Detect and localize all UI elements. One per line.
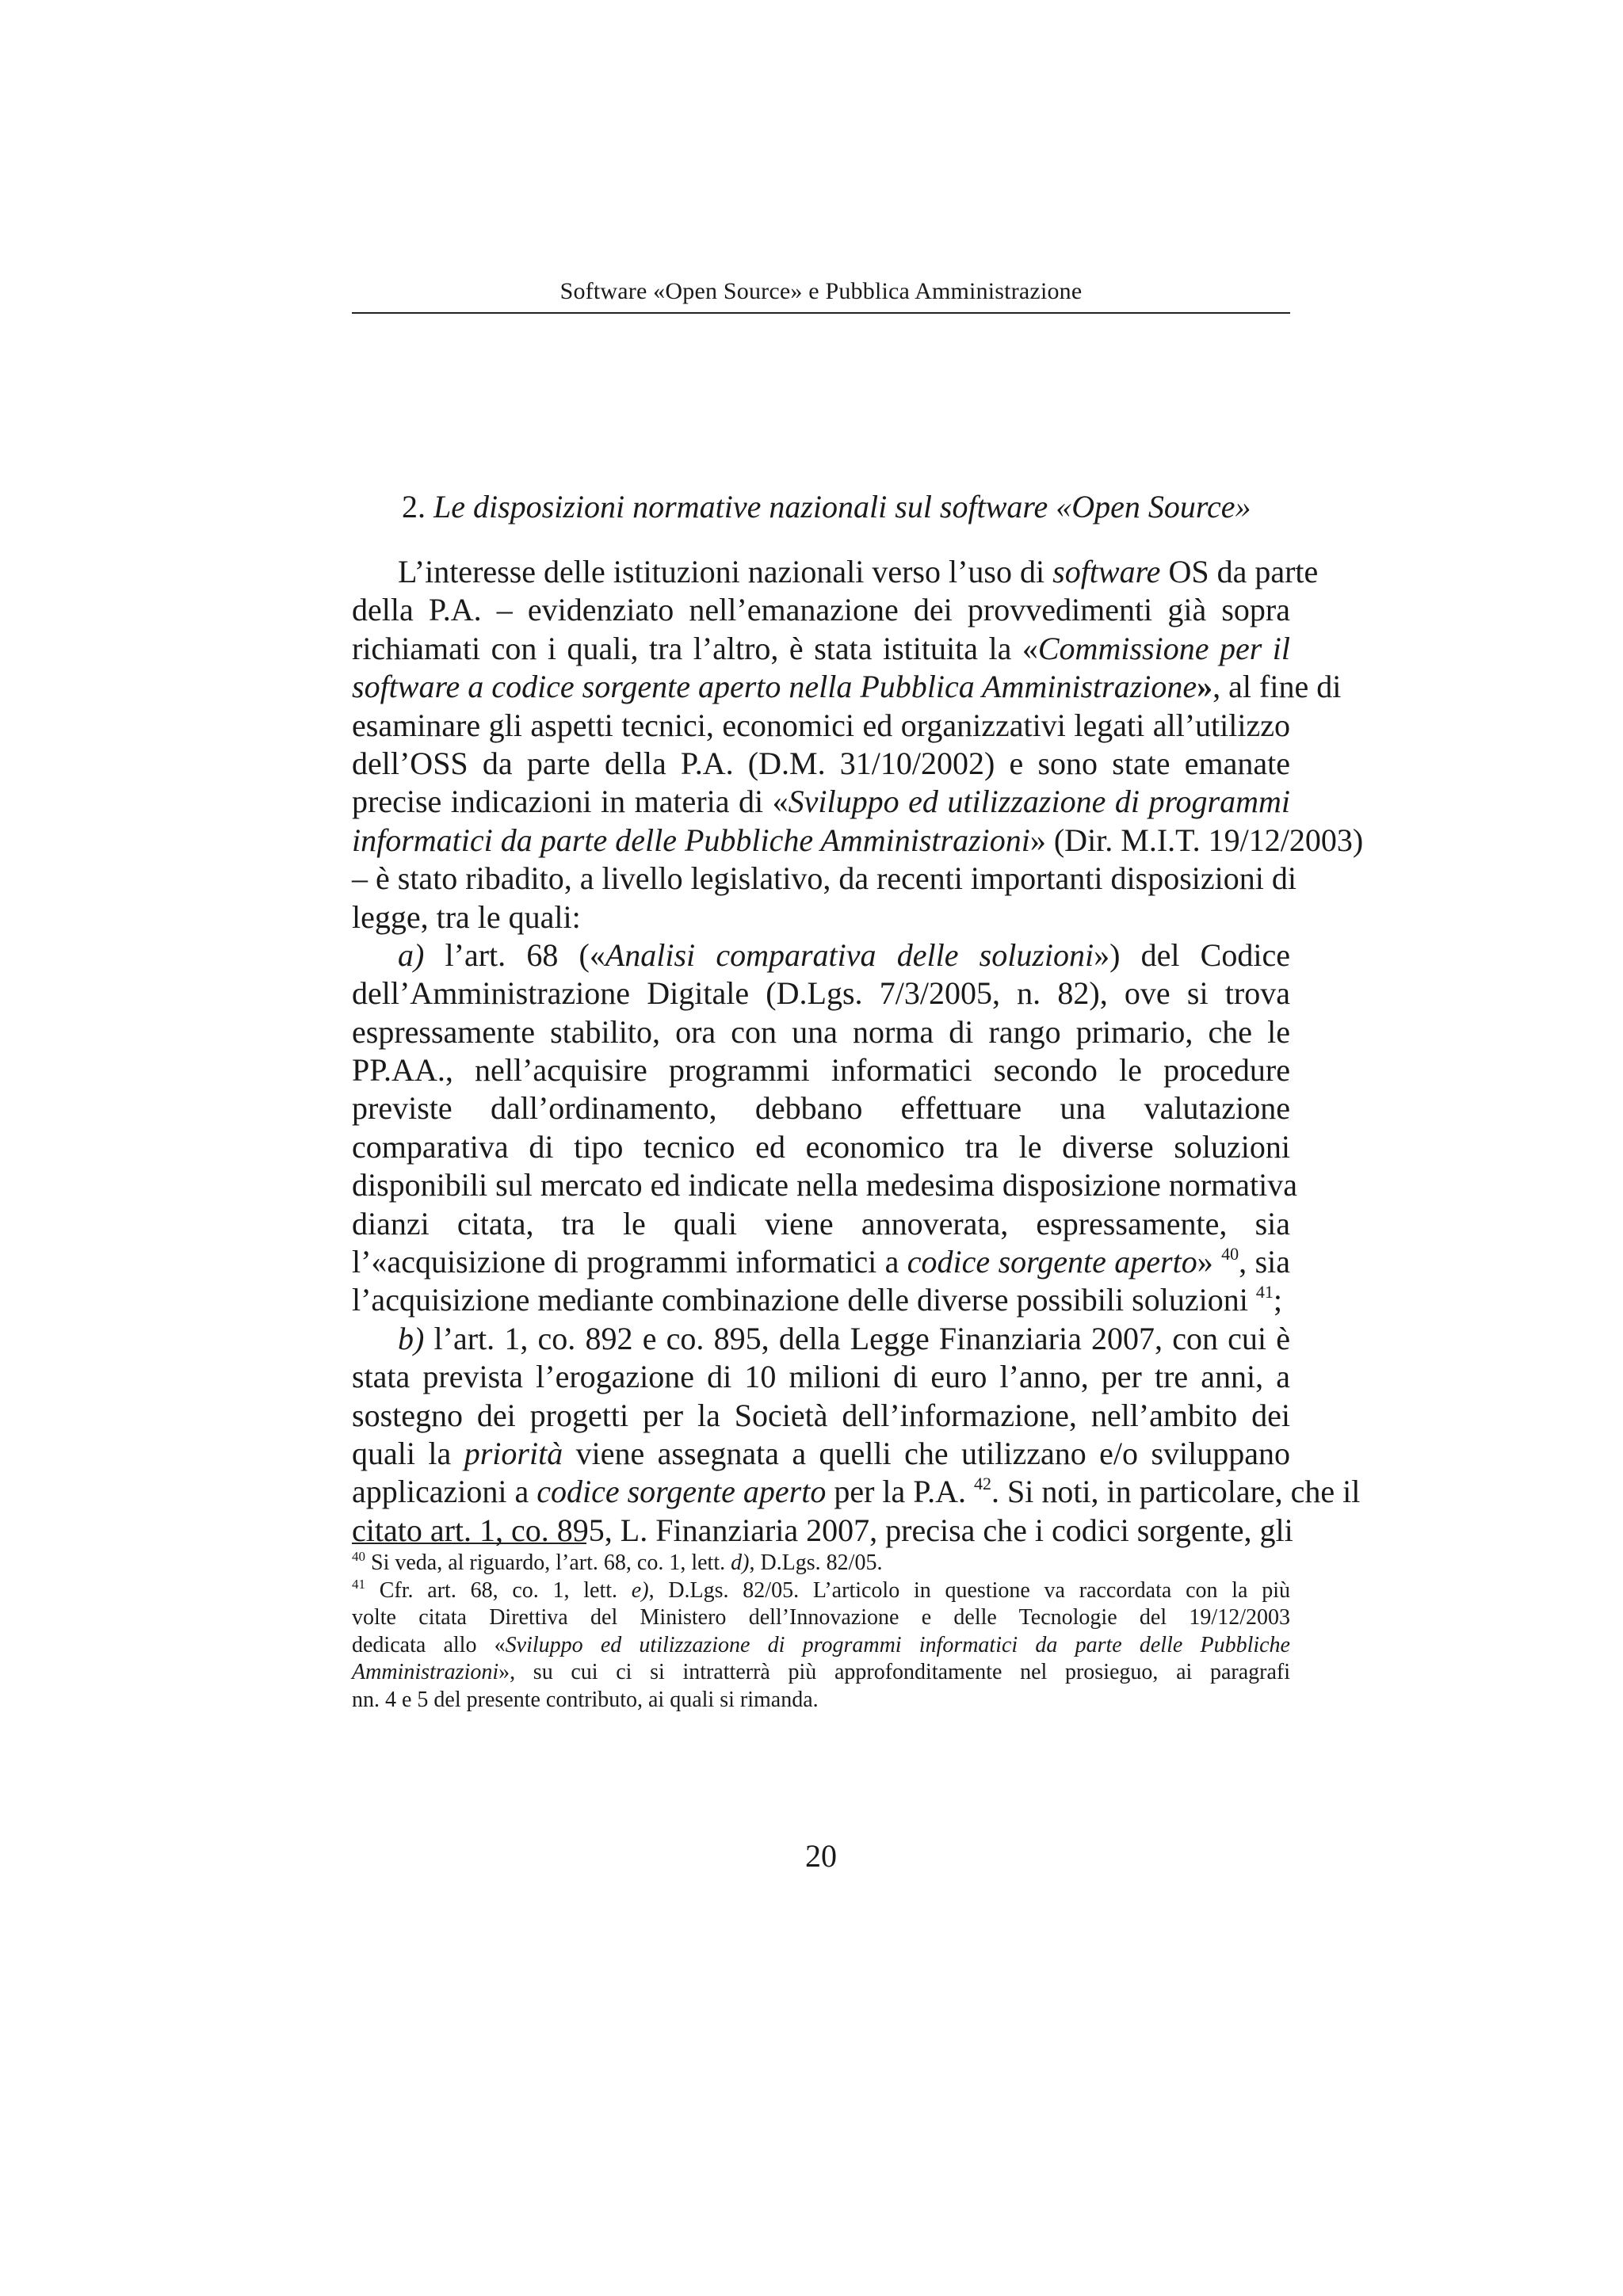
body-line <box>352 860 1296 898</box>
body-line <box>352 1473 1361 1511</box>
body-line <box>352 1281 1290 1319</box>
text-run: citato art. 1, co. 895, L. Finanziaria 2007, precisa che i codici sorgente, gli <box>352 1512 1293 1548</box>
text-run: , D.Lgs. 82/05. <box>749 1550 883 1575</box>
text-run: quali la <box>352 1435 464 1471</box>
body-line <box>352 707 1290 745</box>
text-run: previste dall’ordinamento, debbano effettuare una valutazione <box>352 1090 1290 1127</box>
text-run: », su cui ci si intratterrà più approfonditamente nel prosieguo, ai paragrafi <box>498 1660 1290 1684</box>
text-run: nn. 4 e 5 del presente contributo, ai quali si rimanda. <box>352 1687 819 1712</box>
body-line <box>352 1128 1290 1166</box>
body-line <box>352 1013 1290 1051</box>
body-text <box>352 553 1364 1550</box>
italic-text-run: e) <box>631 1577 649 1603</box>
body-line <box>352 1320 1290 1358</box>
section-title: Le disposizioni normative nazionali sul software «Open Source» <box>433 489 1251 524</box>
text-run: , sia <box>1239 1244 1291 1280</box>
text-run: Si veda, al riguardo, l’art. 68, co. 1, lett. <box>365 1550 731 1575</box>
italic-text-run: Sviluppo ed utilizzazione di programmi <box>788 784 1290 820</box>
text-run: Cfr. art. 68, co. 1, lett. <box>365 1577 632 1603</box>
text-run: l’art. 68 (« <box>424 936 605 973</box>
italic-text-run: informatici da parte delle Pubbliche Amministrazioni <box>352 822 1030 858</box>
body-line <box>352 936 1290 974</box>
body-line <box>352 783 1290 821</box>
text-run: l’art. 1, co. 892 e co. 895, della Legge Finanziaria 2007, con cui è <box>424 1320 1290 1356</box>
text-run: comparativa di tipo tecnico ed economico tra le diverse soluzioni <box>352 1128 1290 1165</box>
text-run: sostegno dei progetti per la Società dell’informazione, nell’ambito dei <box>352 1397 1290 1433</box>
page-number: 20 <box>805 1838 837 1874</box>
text-run: richiamati con i quali, tra l’altro, è stata istituita la « <box>352 630 1038 666</box>
header-rule <box>352 312 1290 314</box>
body-line <box>352 630 1290 668</box>
footnote-marker: 42 <box>973 1474 991 1494</box>
section-number: 2. <box>402 489 433 524</box>
body-line <box>352 745 1290 783</box>
text-run: viene assegnata a quelli che utilizzano e/o sviluppano <box>563 1435 1290 1471</box>
body-line <box>352 553 1319 591</box>
text-run: , D.Lgs. 82/05. L’articolo in questione va raccordata con la più <box>648 1577 1290 1603</box>
italic-text-run: Commissione per il <box>1037 630 1290 666</box>
section-heading <box>402 486 1251 528</box>
footnote-line <box>352 1659 1290 1687</box>
italic-text-run: software <box>1052 554 1161 589</box>
text-run: » <box>1197 1244 1222 1280</box>
body-line <box>352 1358 1290 1396</box>
text-run: » (Dir. M.I.T. 19/12/2003) <box>1029 822 1364 858</box>
footnote-line <box>352 1577 1290 1605</box>
footnote-marker: 40 <box>352 1549 365 1564</box>
text-run: dell’Amministrazione Digitale (D.Lgs. 7/3/2005, n. 82), ove si trova <box>352 975 1290 1012</box>
text-run: – è stato ribadito, a livello legislativo, da recenti importanti disposizioni di <box>352 860 1296 897</box>
footnote-rule <box>352 1543 586 1544</box>
footnote-marker: 41 <box>352 1576 365 1592</box>
body-line <box>352 1243 1290 1281</box>
text-run: esaminare gli aspetti tecnici, economici ed organizzativi legati all’utilizzo <box>352 707 1290 743</box>
body-line <box>352 1166 1298 1204</box>
body-line <box>352 1089 1290 1127</box>
body-line <box>352 898 1290 936</box>
text-run: volte citata Direttiva del Ministero dell’Innovazione e delle Tecnologie del 19/12/2003 <box>352 1605 1290 1630</box>
footnote-line <box>352 1550 1290 1577</box>
text-run: dedicata allo « <box>352 1632 506 1657</box>
italic-text-run: priorità <box>464 1435 563 1471</box>
text-run: ; <box>1273 1282 1282 1318</box>
body-line <box>352 668 1342 706</box>
italic-text-run: software a codice sorgente aperto nella Pubblica Amministrazione <box>352 669 1197 705</box>
body-line <box>352 1205 1290 1243</box>
body-line <box>352 974 1290 1013</box>
text-run: disponibili sul mercato ed indicate nella medesima disposizione normativa <box>352 1167 1298 1203</box>
text-run: applicazioni a <box>352 1474 537 1510</box>
running-header: Software «Open Source» e Pubblica Amministrazione <box>559 278 1083 304</box>
text-run: l’«acquisizione di programmi informatici a <box>352 1244 907 1280</box>
body-line <box>352 822 1364 860</box>
text-run: stata prevista l’erogazione di 10 milioni di euro l’anno, per tre anni, a <box>352 1359 1290 1395</box>
italic-text-run: codice sorgente aperto <box>907 1244 1197 1280</box>
body-line <box>352 1435 1290 1473</box>
footnote-marker: 40 <box>1221 1244 1239 1264</box>
italic-text-run: d) <box>731 1550 750 1575</box>
text-run: PP.AA., nell’acquisire programmi informatici secondo le procedure <box>352 1052 1290 1089</box>
footnotes <box>352 1550 1290 1714</box>
italic-text-run: Amministrazioni <box>352 1660 499 1684</box>
text-run: l’acquisizione mediante combinazione delle diverse possibili soluzioni <box>352 1282 1256 1318</box>
body-line <box>352 591 1290 629</box>
text-run: OS da parte <box>1160 554 1319 589</box>
text-run: legge, tra le quali: <box>352 898 581 935</box>
footnote-line <box>352 1632 1290 1660</box>
bold-text-run: » <box>1197 669 1213 705</box>
text-run: ») del Codice <box>1094 936 1290 973</box>
text-run: dianzi citata, tra le quali viene annoverata, espressamente, sia <box>352 1205 1290 1241</box>
italic-text-run: Sviluppo ed utilizzazione di programmi informatici da parte delle Pubbliche <box>505 1632 1290 1657</box>
italic-text-run: codice sorgente aperto <box>537 1474 827 1510</box>
text-run: precise indicazioni in materia di « <box>352 784 789 820</box>
text-run: dell’OSS da parte della P.A. (D.M. 31/10/2002) e sono state emanate <box>352 745 1290 781</box>
text-run: . Si noti, in particolare, che il <box>991 1474 1361 1510</box>
text-run: della P.A. – evidenziato nell’emanazione dei provvedimenti già sopra <box>352 592 1290 628</box>
body-line <box>352 1051 1290 1089</box>
text-run: L’interesse delle istituzioni nazionali verso l’uso di <box>398 554 1053 589</box>
footnote-marker: 41 <box>1255 1282 1274 1302</box>
footnote-line <box>352 1604 1290 1632</box>
text-run: , al fine di <box>1212 669 1342 705</box>
text-run: espressamente stabilito, ora con una norma di rango primario, che le <box>352 1013 1290 1050</box>
text-run: per la P.A. <box>826 1474 974 1510</box>
body-line <box>352 1397 1290 1435</box>
footnote-line <box>352 1687 1290 1714</box>
italic-text-run: b) <box>398 1320 425 1356</box>
italic-text-run: Analisi comparativa delle soluzioni <box>605 936 1094 973</box>
italic-text-run: a) <box>398 936 425 973</box>
